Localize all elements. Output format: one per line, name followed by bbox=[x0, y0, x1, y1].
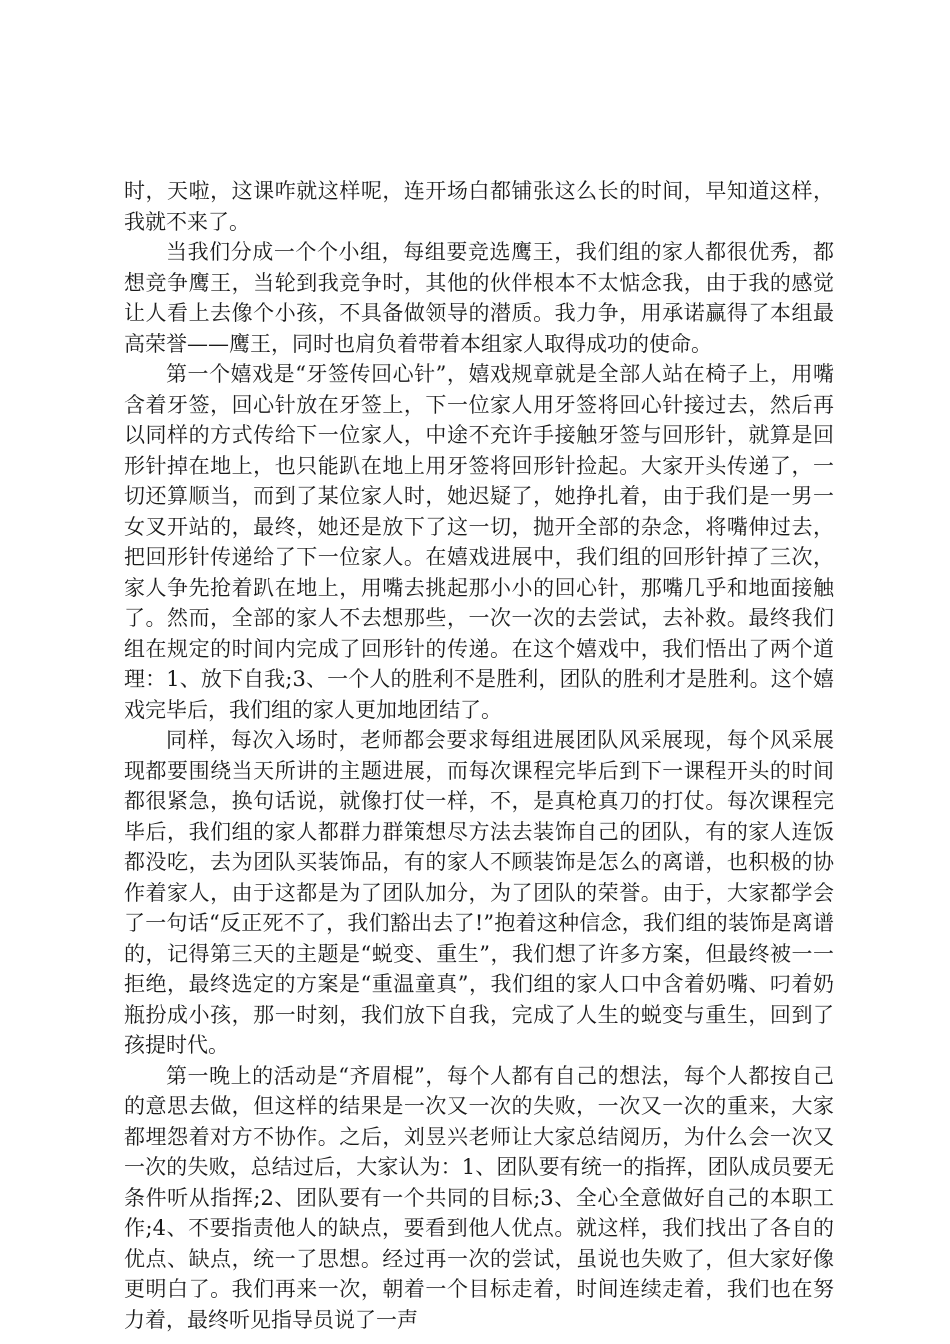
paragraph-eagle-king: 当我们分成一个个小组，每组要竞选鹰王，我们组的家人都很优秀，都想竞争鹰王，当轮到我竞争时，其他的伙伴根本不太惦念我，由于我的感觉让人看上去像个小孩，不具备做领导的潜质。我力争，用承诺赢得了本组最高荣誉——鹰王，同时也肩负着带着本组家人取得成功的使命。 bbox=[124, 240, 834, 356]
paragraph-eyebrow-stick: 第一晚上的活动是“齐眉棍”，每个人都有自己的想法，每个人都按自己的意思去做，但这样的结果是一次又一次的失败，一次又一次的重来，大家都埋怨着对方不协作。之后，刘昱兴老师让大家总结阅历，为什么会一次又一次的失败，总结过后，大家认为：1、团队要有统一的指挥，团队成员要无条件听从指挥;2、团队要有一个共同的目标;3、全心全意做好自己的本职工作;4、不要指责他人的缺点，要看到他人优点。就这样，我们找出了各自的优点、缺点，统一了思想。经过再一次的尝试，虽说也失败了，但大家好像更明白了。我们再来一次，朝着一个目标走着，时间连续走着，我们也在努力着，最终听见指导员说了一声 bbox=[124, 1063, 834, 1332]
paragraph-continuation: 时，天啦，这课咋就这样呢，连开场白都铺张这么长的时间，早知道这样，我就不来了。 bbox=[124, 179, 834, 234]
paragraph-team-display: 同样，每次入场时，老师都会要求每组进展团队风采展现，每个风采展现都要围绕当天所讲的主题进展，而每次课程完毕后到下一课程开头的时间都很紧急，换句话说，就像打仗一样，不，是真枪真刀的打仗。每次课程完毕后，我们组的家人都群力群策想尽方法去装饰自己的团队，有的家人连饭都没吃，去为团队买装饰品，有的家人不顾装饰是怎么的离谱，也积极的协作着家人，由于这都是为了团队加分，为了团队的荣誉。由于，大家都学会了一句话“反正死不了，我们豁出去了!”抱着这种信念，我们组的装饰是离谱的，记得第三天的主题是“蜕变、重生”，我们想了许多方案，但最终被一一拒绝，最终选定的方案是“重温童真”，我们组的家人口中含着奶嘴、叼着奶瓶扮成小孩，那一时刻，我们放下自我，完成了人生的蜕变与重生，回到了孩提时代。 bbox=[124, 728, 834, 1057]
paragraph-toothpick-game: 第一个嬉戏是“牙签传回心针”，嬉戏规章就是全部人站在椅子上，用嘴含着牙签，回心针放在牙签上，下一位家人用牙签将回心针接过去，然后再以同样的方式传给下一位家人，中途不充许手接触牙签与回形针，就算是回形针掉在地上，也只能趴在地上用牙签将回形针捡起。大家开头传递了，一切还算顺当，而到了某位家人时，她迟疑了，她挣扎着，由于我们是一男一女叉开站的，最终，她还是放下了这一切，抛开全部的杂念，将嘴伸过去，把回形针传递给了下一位家人。在嬉戏进展中，我们组的回形针掉了三次，家人争先抢着趴在地上，用嘴去挑起那小小的回心针，那嘴几乎和地面接触了。然而，全部的家人不去想那些，一次一次的去尝试，去补救。最终我们组在规定的时间内完成了回形针的传递。在这个嬉戏中，我们悟出了两个道理：1、放下自我;3、一个人的胜利不是胜利，团队的胜利才是胜利。这个嬉戏完毕后，我们组的家人更加地团结了。 bbox=[124, 362, 834, 722]
document-body bbox=[124, 176, 834, 1335]
